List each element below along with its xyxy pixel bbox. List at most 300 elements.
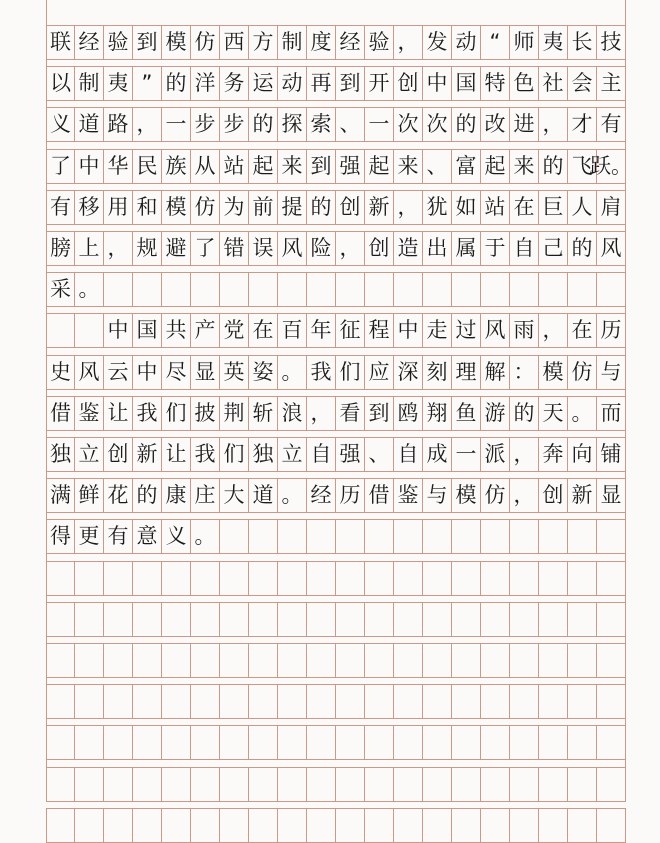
grid-cell (46, 313, 75, 348)
grid-cell: 险 (307, 231, 336, 266)
grid-cell: 和 (133, 190, 162, 225)
grid-cell: 鉴 (394, 478, 423, 513)
grid-cell: 风 (597, 231, 626, 266)
grid-row (46, 808, 626, 843)
grid-cell: 立 (278, 437, 307, 472)
grid-cell: 色 (510, 66, 539, 101)
grid-cell (539, 684, 568, 719)
grid-cell (452, 643, 481, 678)
grid-cell (510, 725, 539, 760)
grid-cell: 荆 (220, 396, 249, 431)
grid-cell: 夷 (104, 66, 133, 101)
grid-cell: 的 (510, 396, 539, 431)
grid-cell: 度 (307, 25, 336, 60)
grid-cell (307, 602, 336, 637)
grid-cell: 经 (336, 25, 365, 60)
grid-cell (394, 684, 423, 719)
grid-cell: 强 (336, 149, 365, 184)
grid-cell (220, 643, 249, 678)
grid-cell: 过 (452, 313, 481, 348)
grid-cell: 提 (278, 190, 307, 225)
grid-cell: 的 (133, 478, 162, 513)
grid-cell: 康 (162, 478, 191, 513)
grid-cell (278, 561, 307, 596)
grid-cell: 社 (539, 66, 568, 101)
grid-cell (452, 561, 481, 596)
grid-cell (423, 684, 452, 719)
grid-cell: 在 (510, 190, 539, 225)
grid-cell (278, 272, 307, 307)
grid-cell (249, 643, 278, 678)
grid-cell: ， (394, 190, 423, 225)
grid-cell (162, 684, 191, 719)
grid-cell: 到 (133, 25, 162, 60)
grid-cell (133, 725, 162, 760)
grid-cell: 云 (104, 355, 133, 390)
grid-cell: 华 (104, 149, 133, 184)
grid-cell: 浪 (278, 396, 307, 431)
grid-cell (481, 519, 510, 554)
grid-cell: 理 (452, 355, 481, 390)
grid-cell (423, 561, 452, 596)
grid-cell: ： (510, 355, 539, 390)
grid-cell: 自 (394, 437, 423, 472)
grid-cell: 前 (249, 190, 278, 225)
grid-cell: 风 (481, 313, 510, 348)
grid-cell (365, 272, 394, 307)
grid-row (46, 355, 626, 390)
grid-cell: 主 (597, 66, 626, 101)
grid-cell: 一 (365, 107, 394, 142)
grid-cell: 百 (278, 313, 307, 348)
grid-cell: 到 (365, 396, 394, 431)
grid-row (46, 25, 626, 60)
grid-cell (452, 519, 481, 554)
grid-cell: 让 (162, 437, 191, 472)
grid-cell: 以 (46, 66, 75, 101)
grid-cell (133, 602, 162, 637)
grid-row (46, 272, 626, 307)
grid-cell: 的 (307, 190, 336, 225)
grid-cell: 出 (423, 231, 452, 266)
grid-cell: ， (104, 231, 133, 266)
grid-cell: 西 (220, 25, 249, 60)
grid-cell: 。 (191, 519, 220, 554)
grid-cell: 们 (162, 396, 191, 431)
grid-cell: 制 (75, 66, 104, 101)
grid-cell: 共 (162, 313, 191, 348)
grid-cell (365, 725, 394, 760)
grid-cell (597, 519, 626, 554)
grid-cell: 得 (46, 519, 75, 554)
grid-cell (394, 602, 423, 637)
grid-cell (423, 643, 452, 678)
grid-cell: 产 (191, 313, 220, 348)
grid-cell (452, 272, 481, 307)
grid-cell: 中 (133, 355, 162, 390)
grid-cell (394, 725, 423, 760)
grid-cell: 创 (104, 437, 133, 472)
grid-cell (104, 643, 133, 678)
grid-cell: 天 (539, 396, 568, 431)
grid-cell (191, 643, 220, 678)
grid-cell: 风 (75, 355, 104, 390)
grid-cell (220, 684, 249, 719)
grid-cell (162, 272, 191, 307)
grid-row (46, 478, 626, 513)
grid-cell (336, 684, 365, 719)
grid-cell: 次 (394, 107, 423, 142)
grid-cell: 改 (481, 107, 510, 142)
grid-row (46, 602, 626, 637)
grid-cell: 夷 (539, 25, 568, 60)
grid-cell: 的 (568, 231, 597, 266)
grid-cell: 义 (46, 107, 75, 142)
grid-cell: 的 (539, 149, 568, 184)
grid-cell: 党 (220, 313, 249, 348)
grid-row (46, 107, 626, 142)
grid-cell (278, 519, 307, 554)
grid-cell: 仿 (481, 478, 510, 513)
grid-cell: 鉴 (75, 396, 104, 431)
grid-cell (104, 561, 133, 596)
grid-cell (336, 519, 365, 554)
grid-cell (104, 725, 133, 760)
grid-cell: 开 (365, 66, 394, 101)
grid-cell: 游 (481, 396, 510, 431)
grid-row (46, 561, 626, 596)
grid-cell (481, 561, 510, 596)
grid-cell: 会 (568, 66, 597, 101)
grid-cell: 犹 (423, 190, 452, 225)
grid-cell (568, 519, 597, 554)
grid-cell: ， (510, 437, 539, 472)
grid-cell: 铺 (597, 437, 626, 472)
grid-cell: 雨 (510, 313, 539, 348)
grid-cell: 起 (481, 149, 510, 184)
grid-row (46, 684, 626, 719)
grid-cell (162, 643, 191, 678)
grid-cell (510, 602, 539, 637)
grid-cell: 人 (568, 190, 597, 225)
grid-cell (365, 643, 394, 678)
grid-cell (481, 808, 510, 843)
grid-cell: 。 (568, 396, 597, 431)
grid-cell (278, 684, 307, 719)
grid-cell: 一 (452, 437, 481, 472)
grid-cell (336, 643, 365, 678)
grid-cell (539, 602, 568, 637)
grid-cell: ， (510, 478, 539, 513)
grid-cell: 立 (75, 437, 104, 472)
grid-cell: ， (539, 313, 568, 348)
grid-cell: 走 (423, 313, 452, 348)
grid-cell: 刻 (423, 355, 452, 390)
grid-cell (597, 684, 626, 719)
grid-cell: 尽 (162, 355, 191, 390)
grid-cell: 历 (597, 313, 626, 348)
grid-cell: 有 (46, 190, 75, 225)
grid-cell (46, 808, 75, 843)
grid-cell (162, 561, 191, 596)
grid-cell (307, 643, 336, 678)
grid-cell: 看 (336, 396, 365, 431)
grid-cell: ， (394, 25, 423, 60)
grid-cell (365, 519, 394, 554)
grid-cell: 们 (336, 355, 365, 390)
grid-cell: 年 (307, 313, 336, 348)
grid-cell (597, 561, 626, 596)
grid-cell (365, 602, 394, 637)
grid-cell: 模 (539, 355, 568, 390)
grid-cell: 有 (597, 107, 626, 142)
grid-cell: 长 (568, 25, 597, 60)
grid-cell: 跃。 (597, 149, 626, 184)
grid-cell (249, 561, 278, 596)
grid-cell (249, 519, 278, 554)
grid-cell: 洋 (191, 66, 220, 101)
grid-cell (452, 602, 481, 637)
grid-cell: 国 (452, 66, 481, 101)
grid-cell (597, 725, 626, 760)
grid-cell (394, 808, 423, 843)
grid-cell: 来 (510, 149, 539, 184)
grid-cell (307, 561, 336, 596)
grid-row (46, 190, 626, 225)
grid-cell: 国 (133, 313, 162, 348)
grid-cell: 模 (162, 25, 191, 60)
grid-cell: 模 (452, 478, 481, 513)
grid-cell: 验 (104, 25, 133, 60)
grid-cell (510, 808, 539, 843)
grid-cell: 次 (423, 107, 452, 142)
grid-cell: 创 (336, 190, 365, 225)
grid-cell (191, 561, 220, 596)
grid-cell: 族 (162, 149, 191, 184)
grid-cell (191, 808, 220, 843)
grid-cell: 借 (46, 396, 75, 431)
grid-cell (104, 808, 133, 843)
grid-cell: 中 (394, 313, 423, 348)
grid-cell: 为 (220, 190, 249, 225)
grid-cell: 进 (510, 107, 539, 142)
grid-cell: 、 (365, 437, 394, 472)
grid-row (46, 231, 626, 266)
grid-cell (510, 272, 539, 307)
grid-cell (365, 808, 394, 843)
grid-cell: 技 (597, 25, 626, 60)
grid-cell: 了 (191, 231, 220, 266)
grid-cell (75, 725, 104, 760)
grid-cell (423, 808, 452, 843)
grid-cell: 动 (278, 66, 307, 101)
grid-cell: 的 (452, 107, 481, 142)
grid-cell: 才 (568, 107, 597, 142)
grid-cell (336, 561, 365, 596)
grid-cell (423, 272, 452, 307)
grid-cell: 派 (481, 437, 510, 472)
grid-cell: 步 (191, 107, 220, 142)
grid-cell (133, 808, 162, 843)
grid-cell: 史 (46, 355, 75, 390)
grid-cell (365, 684, 394, 719)
grid-cell (46, 725, 75, 760)
grid-cell (278, 725, 307, 760)
grid-cell (539, 643, 568, 678)
grid-cell: 。 (278, 355, 307, 390)
grid-cell: 方 (249, 25, 278, 60)
grid-cell (481, 684, 510, 719)
grid-cell (539, 725, 568, 760)
grid-cell: 、 (423, 149, 452, 184)
grid-cell (46, 602, 75, 637)
grid-cell (423, 725, 452, 760)
grid-cell: 站 (220, 149, 249, 184)
grid-cell (597, 808, 626, 843)
grid-cell: 自 (510, 231, 539, 266)
grid-cell: 新 (365, 190, 394, 225)
grid-cell: 新 (133, 437, 162, 472)
grid-cell (220, 725, 249, 760)
grid-cell (191, 602, 220, 637)
grid-cell (133, 684, 162, 719)
grid-cell (191, 684, 220, 719)
grid-cell: 步 (220, 107, 249, 142)
grid-cell: 道 (75, 107, 104, 142)
grid-cell: 到 (336, 66, 365, 101)
grid-cell: 庄 (191, 478, 220, 513)
grid-cell: 在 (249, 313, 278, 348)
grid-cell: 花 (104, 478, 133, 513)
grid-cell: 探 (278, 107, 307, 142)
grid-cell: 借 (365, 478, 394, 513)
grid-cell: 规 (133, 231, 162, 266)
grid-cell (162, 808, 191, 843)
grid-cell: 起 (249, 149, 278, 184)
grid-cell: 有 (104, 519, 133, 554)
grid-cell: 仿 (191, 25, 220, 60)
grid-cell (365, 561, 394, 596)
grid-cell (104, 684, 133, 719)
grid-cell: 鱼 (452, 396, 481, 431)
grid-row (46, 643, 626, 678)
grid-cell: 历 (336, 478, 365, 513)
grid-cell: 与 (423, 478, 452, 513)
grid-cell: 民 (133, 149, 162, 184)
grid-cell: 仿 (191, 190, 220, 225)
grid-cell: 意 (133, 519, 162, 554)
grid-cell: 风 (278, 231, 307, 266)
grid-cell: 鲜 (75, 478, 104, 513)
grid-cell: 一 (162, 107, 191, 142)
grid-cell (423, 602, 452, 637)
grid-cell (75, 602, 104, 637)
grid-cell (278, 602, 307, 637)
grid-cell (481, 602, 510, 637)
grid-cell (220, 602, 249, 637)
grid-cell (307, 725, 336, 760)
grid-cell (539, 808, 568, 843)
grid-cell (249, 684, 278, 719)
grid-cell (423, 519, 452, 554)
grid-cell: 征 (336, 313, 365, 348)
grid-cell (104, 272, 133, 307)
grid-cell (249, 725, 278, 760)
grid-cell (394, 561, 423, 596)
grid-cell: 向 (568, 437, 597, 472)
grid-cell: 师 (510, 25, 539, 60)
grid-cell (278, 643, 307, 678)
grid-cell: 更 (75, 519, 104, 554)
grid-cell (568, 602, 597, 637)
grid-cell (481, 643, 510, 678)
grid-cell (336, 808, 365, 843)
grid-cell: 与 (597, 355, 626, 390)
grid-cell: 而 (597, 396, 626, 431)
grid-cell: 新 (568, 478, 597, 513)
grid-cell (336, 272, 365, 307)
grid-cell: 的 (162, 66, 191, 101)
grid-cell: 到 (307, 149, 336, 184)
grid-cell: 验 (365, 25, 394, 60)
grid-cell: 联 (46, 25, 75, 60)
grid-cell (220, 808, 249, 843)
grid-cell: 披 (191, 396, 220, 431)
grid-cell (133, 561, 162, 596)
grid-row (46, 396, 626, 431)
grid-cell (46, 561, 75, 596)
grid-row (46, 437, 626, 472)
grid-cell (394, 643, 423, 678)
grid-cell: 经 (307, 478, 336, 513)
grid-cell: 强 (336, 437, 365, 472)
grid-cell: 我 (307, 355, 336, 390)
grid-row (46, 725, 626, 760)
grid-cell (539, 561, 568, 596)
grid-cell (307, 519, 336, 554)
grid-cell: 避 (162, 231, 191, 266)
grid-cell: 飞 (568, 149, 597, 184)
grid-cell (452, 725, 481, 760)
grid-cell: 翔 (423, 396, 452, 431)
grid-cell (510, 684, 539, 719)
grid-cell: 错 (220, 231, 249, 266)
grid-cell (394, 519, 423, 554)
grid-cell (597, 602, 626, 637)
grid-cell (75, 561, 104, 596)
grid-cell (568, 808, 597, 843)
grid-cell: ， (133, 107, 162, 142)
grid-cell (597, 272, 626, 307)
grid-cell: 显 (597, 478, 626, 513)
grid-cell: “ (481, 25, 510, 60)
grid-cell (481, 725, 510, 760)
grid-cell: 。 (75, 272, 104, 307)
grid-cell (278, 808, 307, 843)
grid-cell (75, 808, 104, 843)
grid-cell: 仿 (568, 355, 597, 390)
grid-cell: 从 (191, 149, 220, 184)
grid-cell (220, 519, 249, 554)
grid-cell: 中 (423, 66, 452, 101)
grid-cell: 中 (75, 149, 104, 184)
grid-cell: 属 (452, 231, 481, 266)
grid-cell (568, 272, 597, 307)
grid-cell: ” (133, 66, 162, 101)
grid-cell (539, 272, 568, 307)
grid-cell: 显 (191, 355, 220, 390)
grid-cell: 特 (481, 66, 510, 101)
